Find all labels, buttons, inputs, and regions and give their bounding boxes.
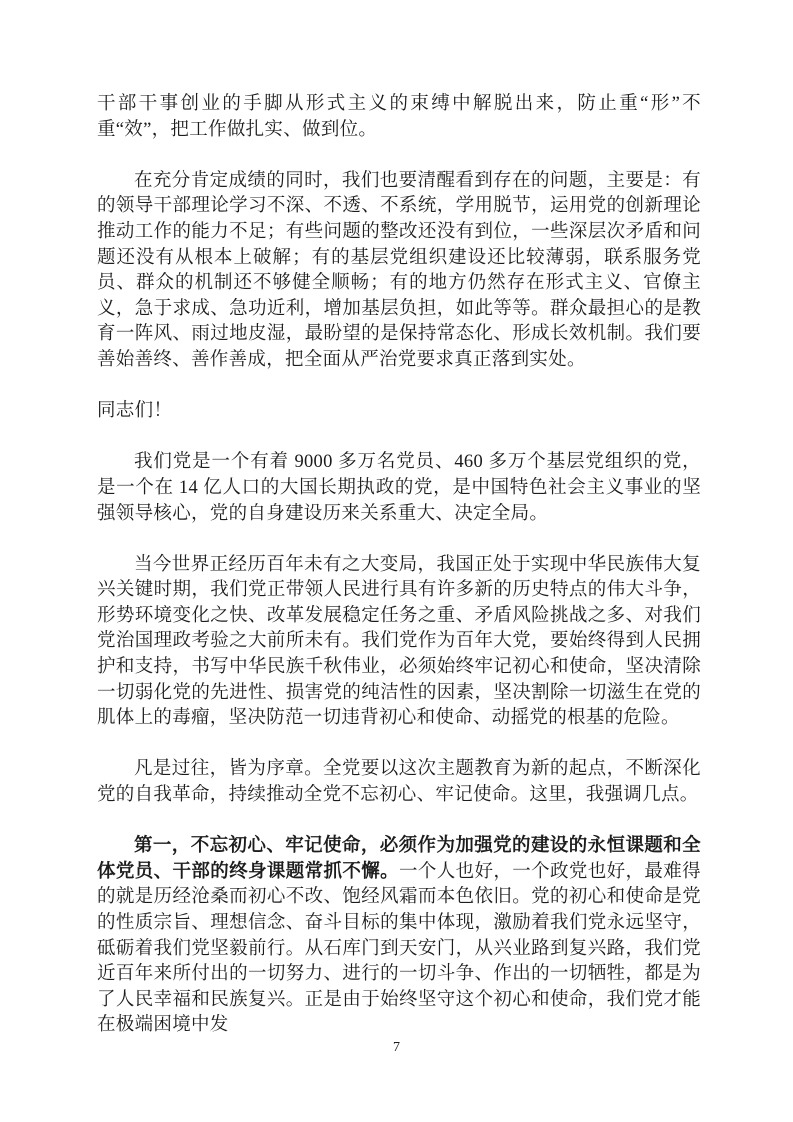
paragraph-first-point-bold-lead: 第一，不忘初心、牢记使命，必须作为加强党的建设的永恒课题和全体党员、干部的终身课题常抓不懈。 bbox=[97, 836, 701, 882]
paragraph-first-point bbox=[97, 834, 701, 1039]
paragraph-party-scale: 我们党是一个有着 9000 多万名党员、460 多万个基层党组织的党，是一个在 14 亿人口的大国长期执政的党，是中国特色社会主义事业的坚强领导核心，党的自身建设历来关系重大、决定全局。 bbox=[97, 452, 701, 524]
paragraph-prologue: 凡是过往，皆为序章。全党要以这次主题教育为新的起点，不断深化党的自我革命，持续推动全党不忘初心、牢记使命。这里，我强调几点。 bbox=[97, 759, 701, 806]
paragraph-comrades-salutation: 同志们！ bbox=[97, 401, 173, 422]
page-content bbox=[97, 92, 701, 1065]
paragraph-problems: 在充分肯定成绩的同时，我们也要清醒看到存在的问题，主要是：有的领导干部理论学习不深、不透、不系统，学用脱节，运用党的创新理论推动工作的能力不足；有些问题的整改还没有到位，一些深层次矛盾和问题还没有从根本上破解；有的基层党组织建设还比较薄弱，联系服务党员、群众的机制还不够健全顺畅；有的地方仍然存在形式主义、官僚主义，急于求成、急功近利，增加基层负担，如此等等。群众最担心的是教育一阵风、雨过地皮湿，最盼望的是保持常态化、形成长效机制。我们要善始善终、善作善成，把全面从严治党要求真正落到实处。 bbox=[97, 170, 701, 370]
paragraph-continuation: 干部干事创业的手脚从形式主义的束缚中解脱出来，防止重“形”不重“效”，把工作做扎实、做到位。 bbox=[97, 94, 701, 140]
page-number: 7 bbox=[393, 1040, 400, 1055]
paragraph-world-changes: 当今世界正经历百年未有之大变局，我国正处于实现中华民族伟大复兴关键时期，我们党正带领人民进行具有许多新的历史特点的伟大斗争，形势环境变化之快、改革发展稳定任务之重、矛盾风险挑战之多、对我们党治国理政考验之大前所未有。我们党作为百年大党，要始终得到人民拥护和支持，书写中华民族千秋伟业，必须始终牢记初心和使命，坚决清除一切弱化党的先进性、损害党的纯洁性的因素，坚决割除一切滋生在党的肌体上的毒瘤，坚决防范一切违背初心和使命、动摇党的根基的危险。 bbox=[97, 554, 701, 729]
paragraph-first-point-body: 一个人也好，一个政党也好，最难得的就是历经沧桑而初心不改、饱经风霜而本色依旧。党的初心和使命是党的性质宗旨、理想信念、奋斗目标的集中体现，激励着我们党永远坚守，砥砺着我们党坚毅前行。从石库门到天安门，从兴业路到复兴路，我们党近百年来所付出的一切努力、进行的一切斗争、作出的一切牺牲，都是为了人民幸福和民族复兴。正是由于始终坚守这个初心和使命，我们党才能在极端困境中发 bbox=[97, 861, 701, 1036]
